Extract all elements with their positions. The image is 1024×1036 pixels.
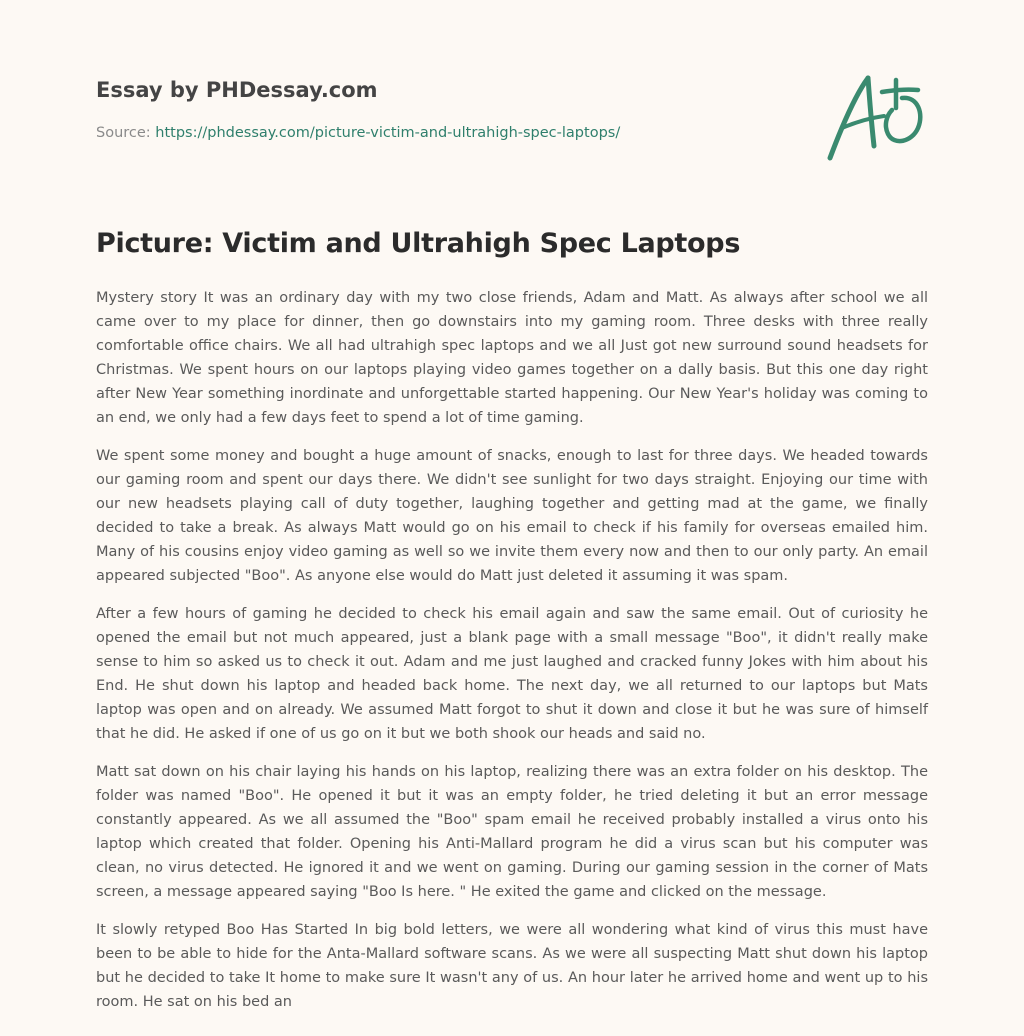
- source-link[interactable]: https://phdessay.com/picture-victim-and-ultrahigh-spec-laptops/: [155, 125, 621, 141]
- paragraph: We spent some money and bought a huge amount of snacks, enough to last for three days. We headed towards our gaming room and spent our days there. We didn't see sunlight for two days straight. Enjoying our time with our new headsets playing call of duty together, laughing together and getting mad at the game, we finally decided to take a break. As always Matt would go on his email to check if his family for overseas emailed him. Many of his cousins enjoy video gaming as well so we invite them every now and then to our only party. An email appeared subjected "Boo". As anyone else would do Matt just deleted it assuming it was spam.: [96, 448, 928, 584]
- page-header: [96, 76, 928, 176]
- site-title: Essay by PHDessay.com: [96, 78, 378, 102]
- paragraph: After a few hours of gaming he decided to check his email again and saw the same email. Out of curiosity he opened the email but not much appeared, just a blank page with a small message "Boo", it didn't really make sense to him so asked us to check it out. Adam and me just laughed and cracked funny Jokes with him about his End. He shut down his laptop and headed back home. The next day, we all returned to our laptops but Mats laptop was open and on already. We assumed Matt forgot to shut it down and close it but he was sure of himself that he did. He asked if one of us go on it but we both shook our heads and said no.: [96, 606, 928, 742]
- essay-body: [96, 286, 928, 1028]
- page-title: Picture: Victim and Ultrahigh Spec Laptops: [96, 228, 741, 259]
- paragraph: Matt sat down on his chair laying his hands on his laptop, realizing there was an extra folder on his desktop. The folder was named "Boo". He opened it but it was an empty folder, he tried deleting it but an error message constantly appeared. As we all assumed the "Boo" spam email he received probably installed a virus onto his laptop which created that folder. Opening his Anti-Mallard program he did a virus scan but his computer was clean, no virus detected. He ignored it and we went on gaming. During our gaming session in the corner of Mats screen, a message appeared saying "Boo Is here. " He exited the game and clicked on the message.: [96, 764, 928, 900]
- paragraph: Mystery story It was an ordinary day with my two close friends, Adam and Matt. As always after school we all came over to my place for dinner, then go downstairs into my gaming room. Three desks with three really comfortable office chairs. We all had ultrahigh spec laptops and we all Just got new surround sound headsets for Christmas. We spent hours on our laptops playing video games together on a dally basis. But this one day right after New Year something inordinate and unforgettable started happening. Our New Year's holiday was coming to an end, we only had a few days feet to spend a lot of time gaming.: [96, 290, 928, 426]
- paragraph: It slowly retyped Boo Has Started In big bold letters, we were all wondering what kind of virus this must have been to be able to hide for the Anta-Mallard software scans. As we were all suspecting Matt shut down his laptop but he decided to take It home to make sure It wasn't any of us. An hour later he arrived home and went up to his room. He sat on his bed an: [96, 922, 928, 1010]
- source-label: Source:: [96, 125, 156, 141]
- a-plus-grade-icon: [822, 66, 934, 166]
- source-line: [96, 123, 928, 143]
